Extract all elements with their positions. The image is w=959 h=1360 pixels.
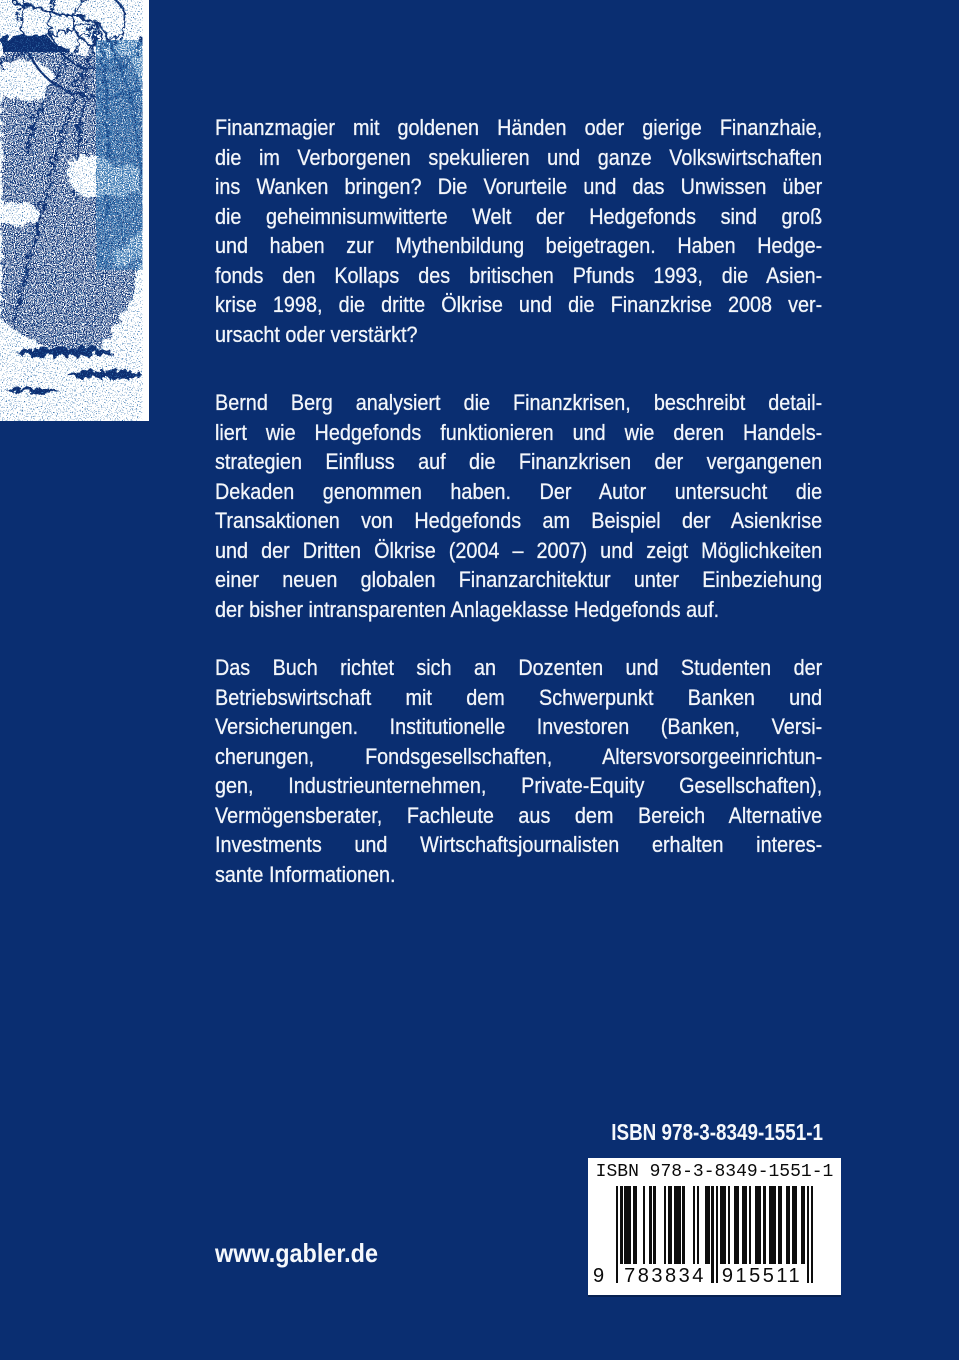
blurb-line: Transaktionen von Hedgefonds am Beispiel der Asienkrise xyxy=(215,508,823,533)
blurb-line: und haben zur Mythenbildung beigetragen. Haben Hedge- xyxy=(215,233,823,258)
blurb-line: ins Wanken bringen? Die Vorurteile und das Unwissen über xyxy=(215,174,823,199)
blurb-paragraph-analysis xyxy=(215,388,822,624)
publisher-website-value: www.gabler.de xyxy=(215,1238,378,1268)
barcode-bar xyxy=(803,1186,805,1269)
barcode-bar xyxy=(794,1186,796,1269)
blurb-line: die im Verborgenen spekulieren und ganze Volkswirtschaften xyxy=(215,144,823,170)
blurb-line: Bernd Berg analysiert die Finanzkrisen, beschreibt detail- xyxy=(215,390,823,415)
barcode-bar xyxy=(736,1186,738,1269)
barcode-bar xyxy=(678,1186,680,1269)
barcode-bar xyxy=(788,1186,790,1269)
barcode-bar xyxy=(693,1186,695,1269)
blurb-line: krise 1998, die dritte Ölkrise und die Finanzkrise 2008 ver- xyxy=(215,292,823,317)
blurb-paragraph-audience xyxy=(215,653,822,889)
blurb-line: Investments und Wirtschaftsjournalisten erhalten interes- xyxy=(215,832,823,857)
barcode-digit-group-left: 783834 xyxy=(620,1264,710,1288)
barcode-digit-group-right: 915511 xyxy=(718,1264,806,1288)
blurb-line: Betriebswirtschaft mit dem Schwerpunkt Banken und xyxy=(215,684,823,710)
barcode-bar xyxy=(697,1186,699,1269)
publisher-website xyxy=(215,1238,396,1268)
barcode-bar xyxy=(759,1186,761,1269)
barcode-bar xyxy=(763,1186,765,1269)
barcode-bar xyxy=(724,1186,726,1269)
barcode-bar xyxy=(664,1186,666,1269)
barcode-bar xyxy=(707,1186,709,1269)
barcode-bar xyxy=(653,1186,655,1269)
barcode-bar xyxy=(635,1186,637,1269)
barcode-bar xyxy=(780,1186,782,1269)
barcode-bar xyxy=(643,1186,645,1269)
barcode-bar xyxy=(670,1186,672,1269)
blurb-line: ursacht oder verstärkt? xyxy=(215,321,418,347)
blurb-line: liert wie Hedgefonds funktionieren und wie deren Handels- xyxy=(215,419,823,445)
blurb-line: einer neuen globalen Finanzarchitektur unter Einbeziehung xyxy=(215,567,823,592)
blurb-line: und der Dritten Ölkrise (2004 – 2007) und zeigt Möglichkeiten xyxy=(215,537,823,563)
barcode-digit-leading: 9 xyxy=(593,1265,605,1287)
isbn-text xyxy=(588,1119,841,1145)
barcode-bar xyxy=(728,1186,730,1269)
blurb-line: Versicherungen. Institutionelle Investoren (Banken, Versi- xyxy=(215,714,823,739)
blurb-line: Dekaden genommen haben. Der Autor untersucht die xyxy=(215,478,823,504)
isbn-barcode xyxy=(588,1158,841,1295)
blurb-line: sante Informationen. xyxy=(215,861,396,887)
blurb-line: strategien Einfluss auf die Finanzkrisen der vergangenen xyxy=(215,449,823,474)
barcode-bar xyxy=(628,1186,630,1269)
blurb-line: gen, Industrieunternehmen, Private-Equity Gesellschaften), xyxy=(215,773,823,798)
blurb-paragraph-intro xyxy=(215,113,822,349)
barcode-isbn-header: ISBN 978-3-8349-1551-1 xyxy=(595,1162,834,1182)
blurb-line: Das Buch richtet sich an Dozenten und Studenten der xyxy=(215,655,823,680)
blurb-line: der bisher intransparenten Anlageklasse Hedgefonds auf. xyxy=(215,596,720,622)
barcode-bar xyxy=(749,1186,751,1269)
barcode-bar xyxy=(682,1186,684,1269)
blurb-text-column xyxy=(215,113,822,889)
barcode-bar xyxy=(649,1186,651,1269)
blurb-line: fonds den Kollaps des britischen Pfunds 1993, die Asien- xyxy=(215,262,823,288)
blurb-line: die geheimnisumwitterte Welt der Hedgefonds sind groß xyxy=(215,203,823,229)
blurb-line: Vermögensberater, Fachleute aus dem Bereich Alternative xyxy=(215,802,823,828)
barcode-digits xyxy=(588,1264,841,1290)
blurb-line: Finanzmagier mit goldenen Händen oder gierige Finanzhaie, xyxy=(215,115,823,140)
globe-engraving-icon xyxy=(0,0,149,421)
isbn-text-value: ISBN 978-3-8349-1551-1 xyxy=(611,1119,824,1145)
barcode-bar xyxy=(745,1186,747,1269)
blurb-line: cherungen, Fondsgesellschaften, Altersvorsorgeeinrichtun- xyxy=(215,743,823,769)
barcode-bar xyxy=(774,1186,776,1269)
